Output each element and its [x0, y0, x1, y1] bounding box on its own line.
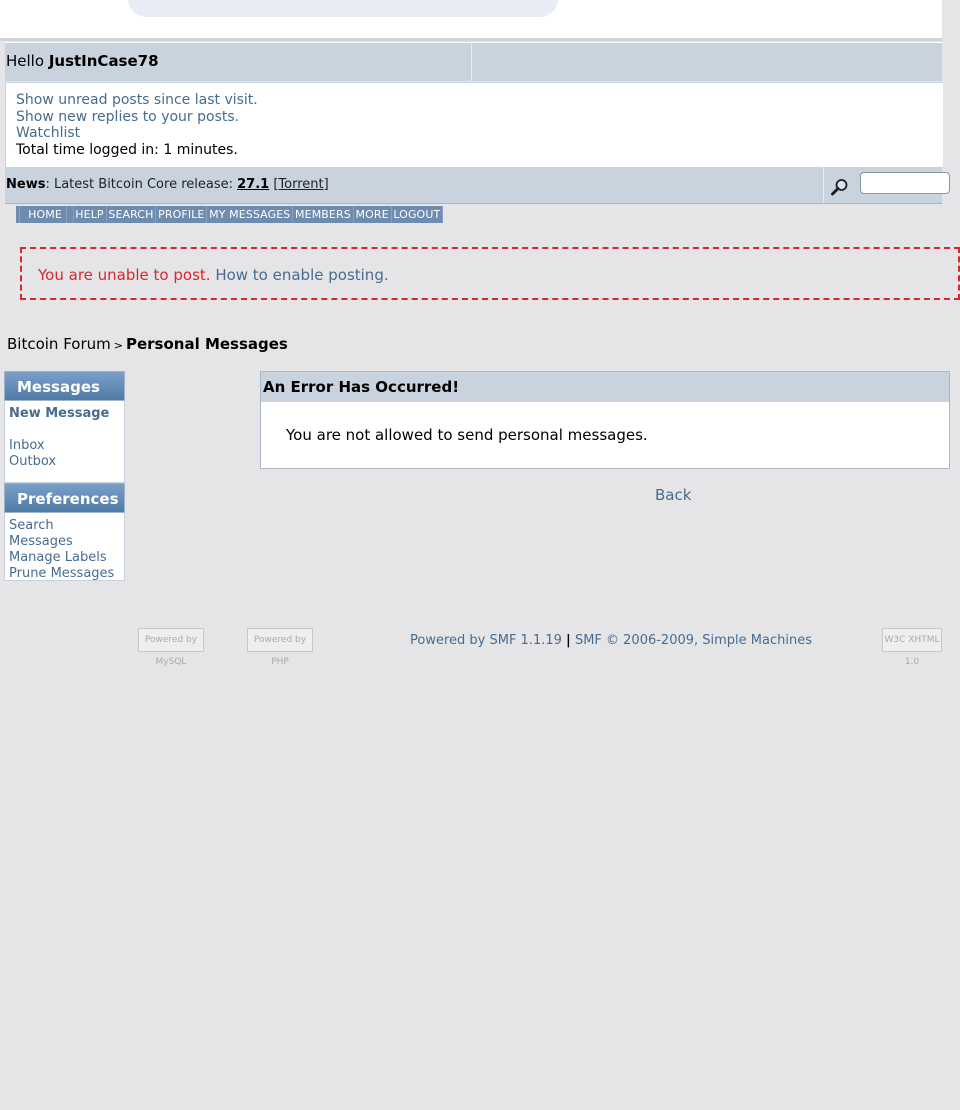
- new-message-link[interactable]: New Message: [9, 406, 110, 421]
- banner-pill: [128, 0, 558, 17]
- error-message: You are not allowed to send personal messages.: [286, 426, 648, 444]
- breadcrumb-current: Personal Messages: [125, 335, 288, 353]
- search-input[interactable]: [860, 172, 950, 194]
- php-badge[interactable]: Powered by PHP: [247, 628, 313, 652]
- pm-sidebar: [4, 371, 125, 581]
- search-messages-link[interactable]: Search Messages: [9, 518, 73, 549]
- preferences-menu: [4, 513, 125, 581]
- menu-logout[interactable]: LOGOUT: [393, 208, 441, 221]
- unread-posts-link[interactable]: Show unread posts since last visit.: [16, 92, 258, 108]
- footer-credits: Powered by SMF 1.1.19 | SMF © 2006-2009, Simple Machines: [410, 633, 812, 648]
- xhtml-badge[interactable]: W3C XHTML 1.0: [882, 628, 942, 652]
- smf-copyright-link[interactable]: SMF © 2006-2009, Simple Machines: [574, 633, 812, 648]
- messages-header: Messages: [4, 371, 125, 401]
- menu-members[interactable]: MEMBERS: [295, 208, 351, 221]
- smf-version-link[interactable]: Powered by SMF 1.1.19: [410, 633, 562, 648]
- outbox-link[interactable]: Outbox: [9, 454, 57, 469]
- top-banner: [0, 0, 942, 38]
- user-info-box: [5, 82, 943, 168]
- error-box: [260, 371, 950, 469]
- watchlist-link[interactable]: Watchlist: [16, 125, 81, 141]
- greeting: Hello JustInCase78: [6, 52, 159, 70]
- new-replies-link[interactable]: Show new replies to your posts.: [16, 108, 240, 125]
- preferences-header: Preferences: [4, 483, 125, 513]
- inbox-link[interactable]: Inbox: [9, 438, 45, 453]
- menu-my-messages[interactable]: MY MESSAGES: [209, 208, 291, 221]
- time-logged: Total time logged in: 1 minutes.: [16, 141, 238, 158]
- breadcrumb: [7, 335, 288, 353]
- breadcrumb-forum[interactable]: Bitcoin Forum: [7, 335, 111, 353]
- prune-messages-link[interactable]: Prune Messages: [9, 566, 115, 581]
- menu-home[interactable]: HOME: [28, 208, 62, 221]
- mysql-badge[interactable]: Powered by MySQL: [138, 628, 204, 652]
- error-title: An Error Has Occurred!: [261, 372, 949, 402]
- news-text: News: Latest Bitcoin Core release: 27.1 [Torrent]: [6, 177, 329, 192]
- unable-to-post-text: You are unable to post.: [38, 266, 211, 284]
- manage-labels-link[interactable]: Manage Labels: [9, 550, 107, 565]
- enable-posting-link[interactable]: How to enable posting.: [215, 266, 389, 284]
- user-header-left: [5, 43, 472, 81]
- news-bar: [5, 167, 942, 204]
- posting-warning: [20, 247, 960, 300]
- divider: [0, 38, 942, 41]
- user-header: [5, 42, 942, 81]
- messages-menu: [4, 401, 125, 483]
- core-release-link[interactable]: 27.1: [237, 177, 270, 192]
- username: JustInCase78: [48, 52, 159, 70]
- menu-more[interactable]: MORE: [355, 208, 389, 221]
- breadcrumb-separator: >: [113, 339, 123, 352]
- menu-profile[interactable]: PROFILE: [158, 208, 205, 221]
- torrent-link[interactable]: Torrent: [278, 177, 324, 192]
- magnifier-icon[interactable]: [830, 177, 850, 197]
- footer: [0, 626, 942, 667]
- main-menu: [16, 206, 443, 223]
- news-divider: [823, 167, 824, 203]
- menu-search[interactable]: SEARCH: [108, 208, 154, 221]
- back-link[interactable]: Back: [655, 486, 692, 504]
- menu-help[interactable]: HELP: [75, 208, 104, 221]
